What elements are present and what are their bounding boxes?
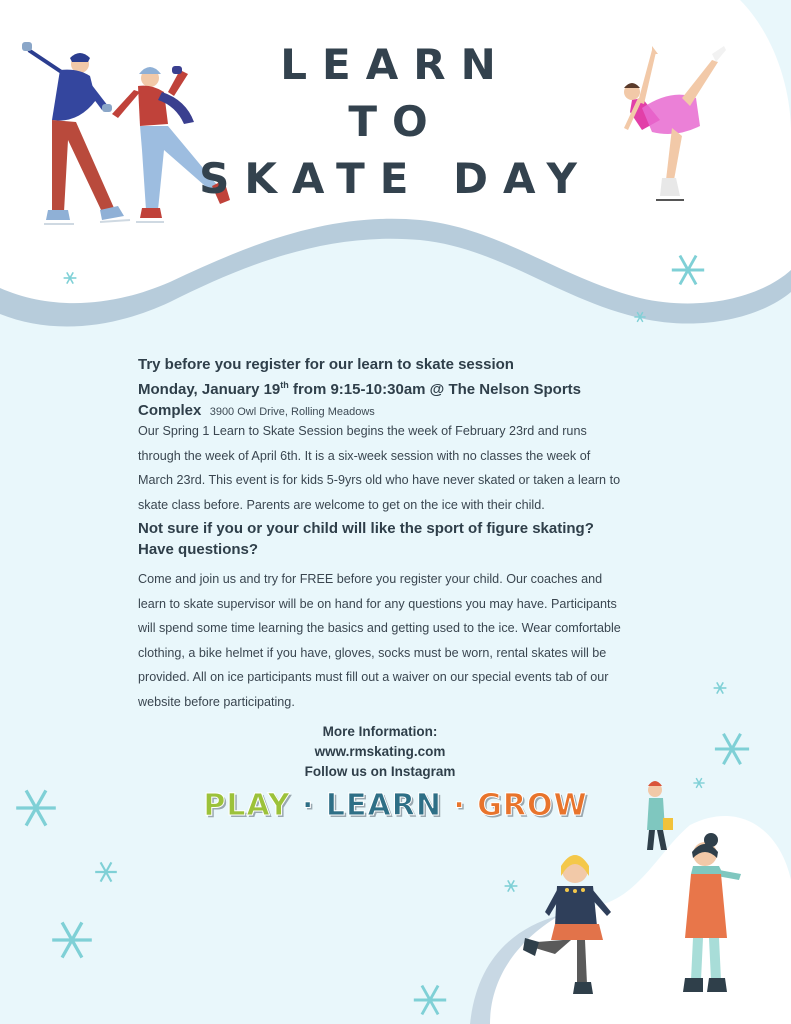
snowflake-icon xyxy=(670,252,706,288)
slogan-play: PLAY xyxy=(203,788,291,823)
time-location-text: from 9:15-10:30am @ The Nelson Sports xyxy=(288,381,581,398)
title-line-2: TO xyxy=(348,97,443,146)
title-line-3: SKATE DAY xyxy=(199,154,592,203)
more-info-block xyxy=(230,722,530,782)
slogan-sep-2: · xyxy=(453,788,466,823)
more-info-label: More Information: xyxy=(322,724,438,739)
venue-text: Complex xyxy=(138,402,202,419)
snowflake-icon xyxy=(712,680,728,696)
title-line-1: LEARN xyxy=(280,40,511,89)
address-text: 3900 Owl Drive, Rolling Meadows xyxy=(209,406,375,418)
instagram-text: Follow us on Instagram xyxy=(304,764,456,779)
date-text: Monday, January 19 xyxy=(138,381,281,398)
session-paragraph: Our Spring 1 Learn to Skate Session begins the week of February 23rd and runs through the week of April 6th. It is a six-week session with no classes the week of March 23rd. This event is for kids 5-9yrs old who have never skated or taken a learn to skate class before. Parents are welcome to get on the ice with their child. xyxy=(138,424,621,512)
snowflake-icon xyxy=(94,860,118,884)
intro-heading-1: Try before you register for our learn to skate session xyxy=(138,356,514,373)
snowflake-icon xyxy=(503,878,519,894)
questions-heading: Not sure if you or your child will like the sport of figure skating? Have questions? xyxy=(138,520,594,558)
slogan-learn: LEARN xyxy=(325,788,442,823)
date-suffix: th xyxy=(280,380,289,390)
intro-heading xyxy=(138,354,628,423)
website-link[interactable]: www.rmskating.com xyxy=(314,744,446,759)
snowflake-icon xyxy=(62,270,78,286)
snowflake-icon xyxy=(713,730,751,768)
snowflake-icon xyxy=(633,310,647,324)
questions-paragraph: Come and join us and try for FREE before you register your child. Our coaches and learn to skate supervisor will be on hand for any questions you may have. Participants will spend some time learning the basics and getting used to the ice. Wear comfortable clothing, a bike helmet if you have, gloves, socks must be worn, rental skates will be provided. All on ice participants must fill out a waiver on our special events tab of our website before participating. xyxy=(138,572,621,709)
slogan-logo xyxy=(0,788,791,823)
intro-heading-2 xyxy=(138,375,628,400)
snowflake-icon xyxy=(412,982,448,1018)
snowflake-icon xyxy=(50,918,94,962)
slogan-sep-1: · xyxy=(302,788,315,823)
slogan-grow: GROW xyxy=(477,788,588,823)
